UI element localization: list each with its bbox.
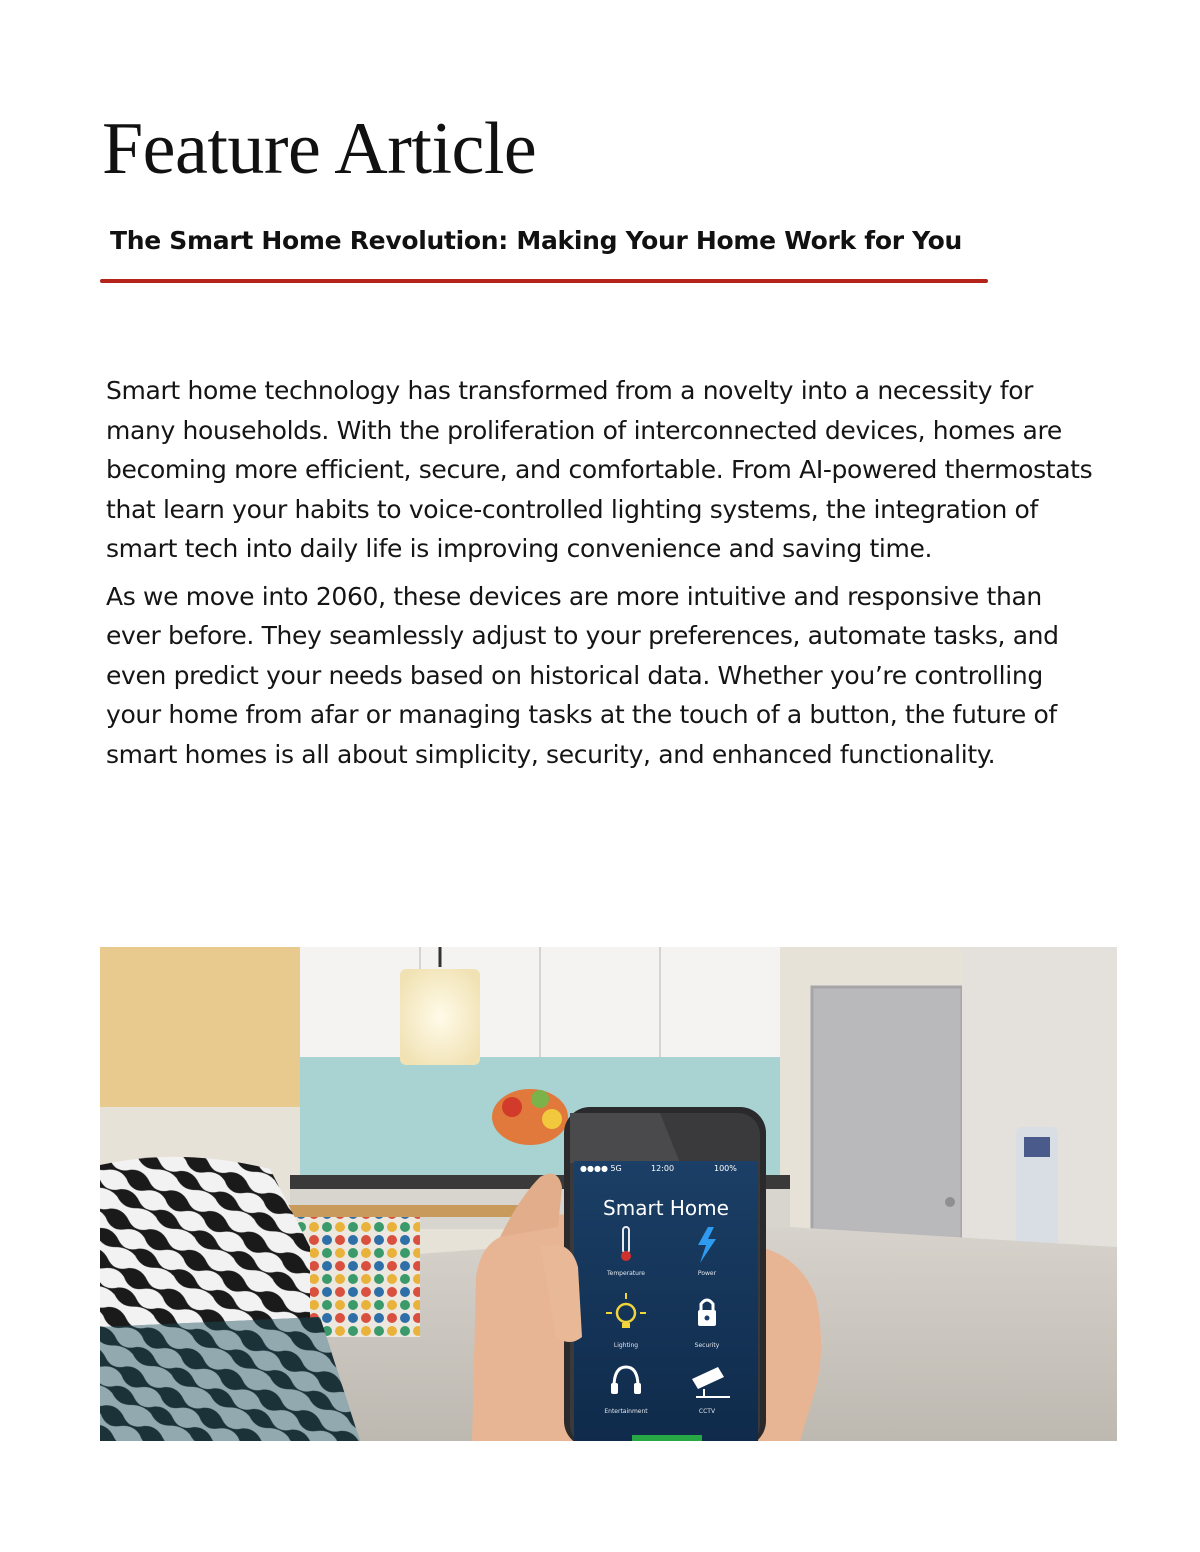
tile-label-entertainment: Entertainment	[604, 1408, 648, 1415]
tile-label-cctv: CCTV	[698, 1408, 716, 1415]
tile-label-lighting: Lighting	[613, 1342, 639, 1349]
paragraph-2: As we move into 2060, these devices are more intuitive and responsive than ever before. They seamlessly adjust to your preferences, automate tasks, and even predict your needs based on historical data. Whether you’re controlling your home from afar or managing tasks at the touch of a button, the future of smart homes is all about simplicity, security, and enhanced functionality.	[106, 581, 1059, 769]
paragraph-1: Smart home technology has transformed from a novelty into a necessity for many households. With the proliferation of interconnected devices, homes are becoming more efficient, secure, and comfortable. From AI-powered thermostats that learn your habits to voice-controlled lighting systems, the integration of smart tech into daily life is improving convenience and saving time.	[106, 376, 1093, 563]
tile-label-power: Power	[697, 1270, 717, 1277]
app-title: Smart Home	[603, 1196, 729, 1220]
status-time: 12:00	[651, 1164, 675, 1173]
section-title: Feature Article	[102, 108, 537, 190]
tile-label-temperature: Temperature	[606, 1270, 646, 1277]
tile-label-security: Security	[694, 1342, 720, 1349]
status-signal: ●●●● 5G	[580, 1164, 622, 1173]
article-headline: The Smart Home Revolution: Making Your Home Work for You	[110, 226, 963, 255]
status-battery: 100%	[714, 1164, 737, 1173]
article-body	[106, 371, 1096, 782]
headline-divider	[100, 279, 988, 283]
smart-home-photo	[100, 947, 1117, 1441]
